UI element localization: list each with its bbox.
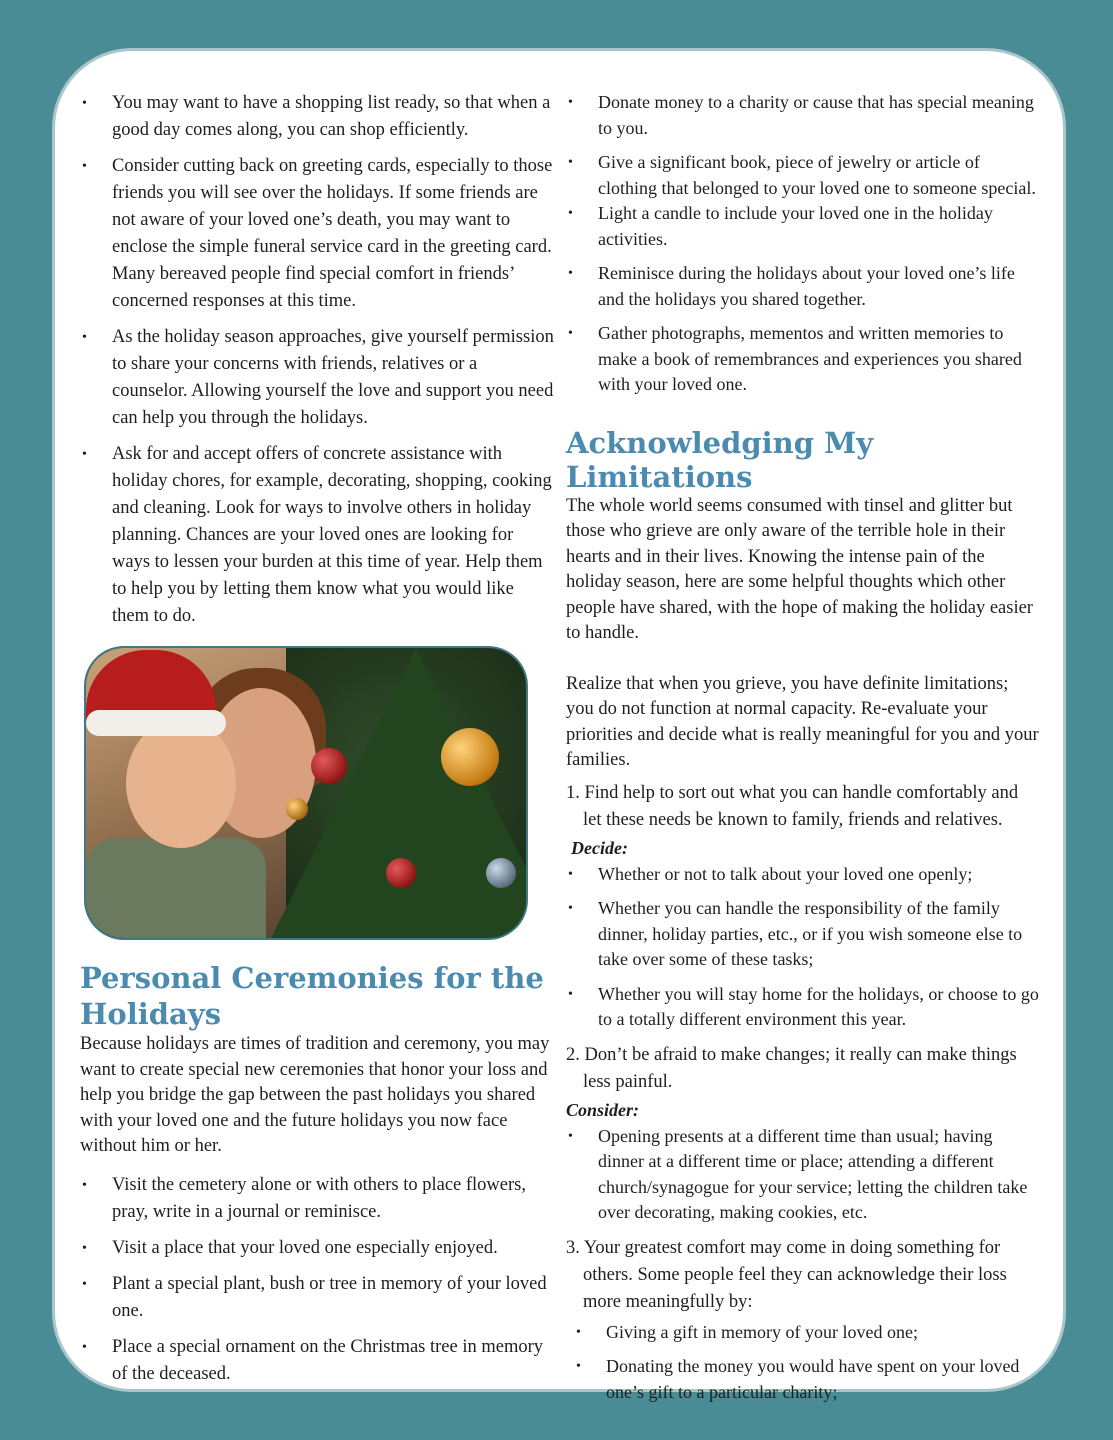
list-item: • Plant a special plant, bush or tree in memory of your loved one. [80, 1271, 555, 1325]
list-item: • Visit a place that your loved one especially enjoyed. [80, 1235, 555, 1262]
paragraph: Realize that when you grieve, you have definite limitations; you do not function at normal capacity. Re-evaluate your priorities and decide what is really meaningful for you and your families. [566, 673, 1039, 770]
list-item: • Whether you can handle the responsibility of the family dinner, holiday parties, etc., or if you wish someone else to take over some of these tasks; [566, 896, 1040, 973]
numbered-item: 2. Don’t be afraid to make changes; it really can make things less painful. [566, 1044, 1017, 1092]
list-item: • Reminisce during the holidays about your loved one’s life and the holidays you shared together. [566, 261, 1040, 312]
numbered-item: 3. Your greatest comfort may come in doing something for others. Some people feel they can acknowledge their loss more meaningfully by: [566, 1237, 1007, 1312]
section-heading: Personal Ceremonies for the Holidays [80, 961, 544, 1031]
list-item: • Whether or not to talk about your loved one openly; [566, 862, 1040, 888]
christmas-tree-photo [84, 646, 528, 940]
list-item: • Place a special ornament on the Christmas tree in memory of the deceased. [80, 1334, 555, 1388]
list-item: • Light a candle to include your loved one in the holiday activities. [566, 201, 1040, 252]
list-item: • You may want to have a shopping list ready, so that when a good day comes along, you can shop efficiently. [80, 90, 555, 144]
list-item: • Donating the money you would have spent on your loved one’s gift to a particular charity; [574, 1354, 1040, 1405]
decide-list [566, 862, 1040, 1033]
paragraph: The whole world seems consumed with tinsel and glitter but those who grieve are only aware of the terrible hole in their hearts and in their lives. Knowing the intense pain of the holiday season, here are some helpful thoughts which other people have shared, with the hope of making the holiday easier to handle. [566, 495, 1033, 643]
right-column [566, 90, 1040, 1414]
list-item: • Whether you will stay home for the holidays, or choose to go to a totally different environment this year. [566, 982, 1040, 1033]
list-item: • Opening presents at a different time than usual; having dinner at a different time or place; attending a different church/synagogue for your service; letting the children take over decorating, making cookies, etc. [566, 1124, 1040, 1226]
left-column [80, 90, 555, 1397]
subheading-decide: Decide: [571, 837, 628, 858]
tips-list [80, 90, 555, 630]
remembrance-list [566, 90, 1040, 398]
list-item: • Gather photographs, mementos and written memories to make a book of remembrances and experiences you shared with your loved one. [566, 321, 1040, 398]
list-item: • Giving a gift in memory of your loved one; [574, 1320, 1040, 1346]
list-item: • Give a significant book, piece of jewelry or article of clothing that belonged to your loved one to someone special. [566, 150, 1040, 201]
list-item: • Ask for and accept offers of concrete assistance with holiday chores, for example, decorating, shopping, cooking and cleaning. Look for ways to involve others in holiday planning. Chances are your loved ones are looking for ways to lessen your burden at this time of year. Help them to help you by letting them know what you would like them to do. [80, 441, 555, 630]
gift-list [566, 1320, 1040, 1406]
section-intro: Because holidays are times of tradition and ceremony, you may want to create special new ceremonies that honor your loss and help you bridge the gap between the past holidays you shared with your loved one and the future holidays you now face without him or her. [80, 1034, 550, 1156]
numbered-item: 1. Find help to sort out what you can handle comfortably and let these needs be known to family, friends and relatives. [566, 782, 1019, 830]
list-item: • As the holiday season approaches, give yourself permission to share your concerns with friends, relatives or a counselor. Allowing yourself the love and support you need can help you through the holidays. [80, 324, 555, 432]
subheading-consider: Consider: [566, 1099, 640, 1120]
section-heading: Acknowledging My Limitations [566, 425, 874, 494]
list-item: • Visit the cemetery alone or with others to place flowers, pray, write in a journal or reminisce. [80, 1172, 555, 1226]
list-item: • Consider cutting back on greeting cards, especially to those friends you will see over the holidays. If some friends are not aware of your loved one’s death, you may want to enclose the simple funeral service card in the greeting card. Many bereaved people find special comfort in friends’ concerned responses at this time. [80, 153, 555, 315]
ceremonies-list [80, 1172, 555, 1388]
list-item: • Donate money to a charity or cause that has special meaning to you. [566, 90, 1040, 141]
consider-list [566, 1124, 1040, 1226]
